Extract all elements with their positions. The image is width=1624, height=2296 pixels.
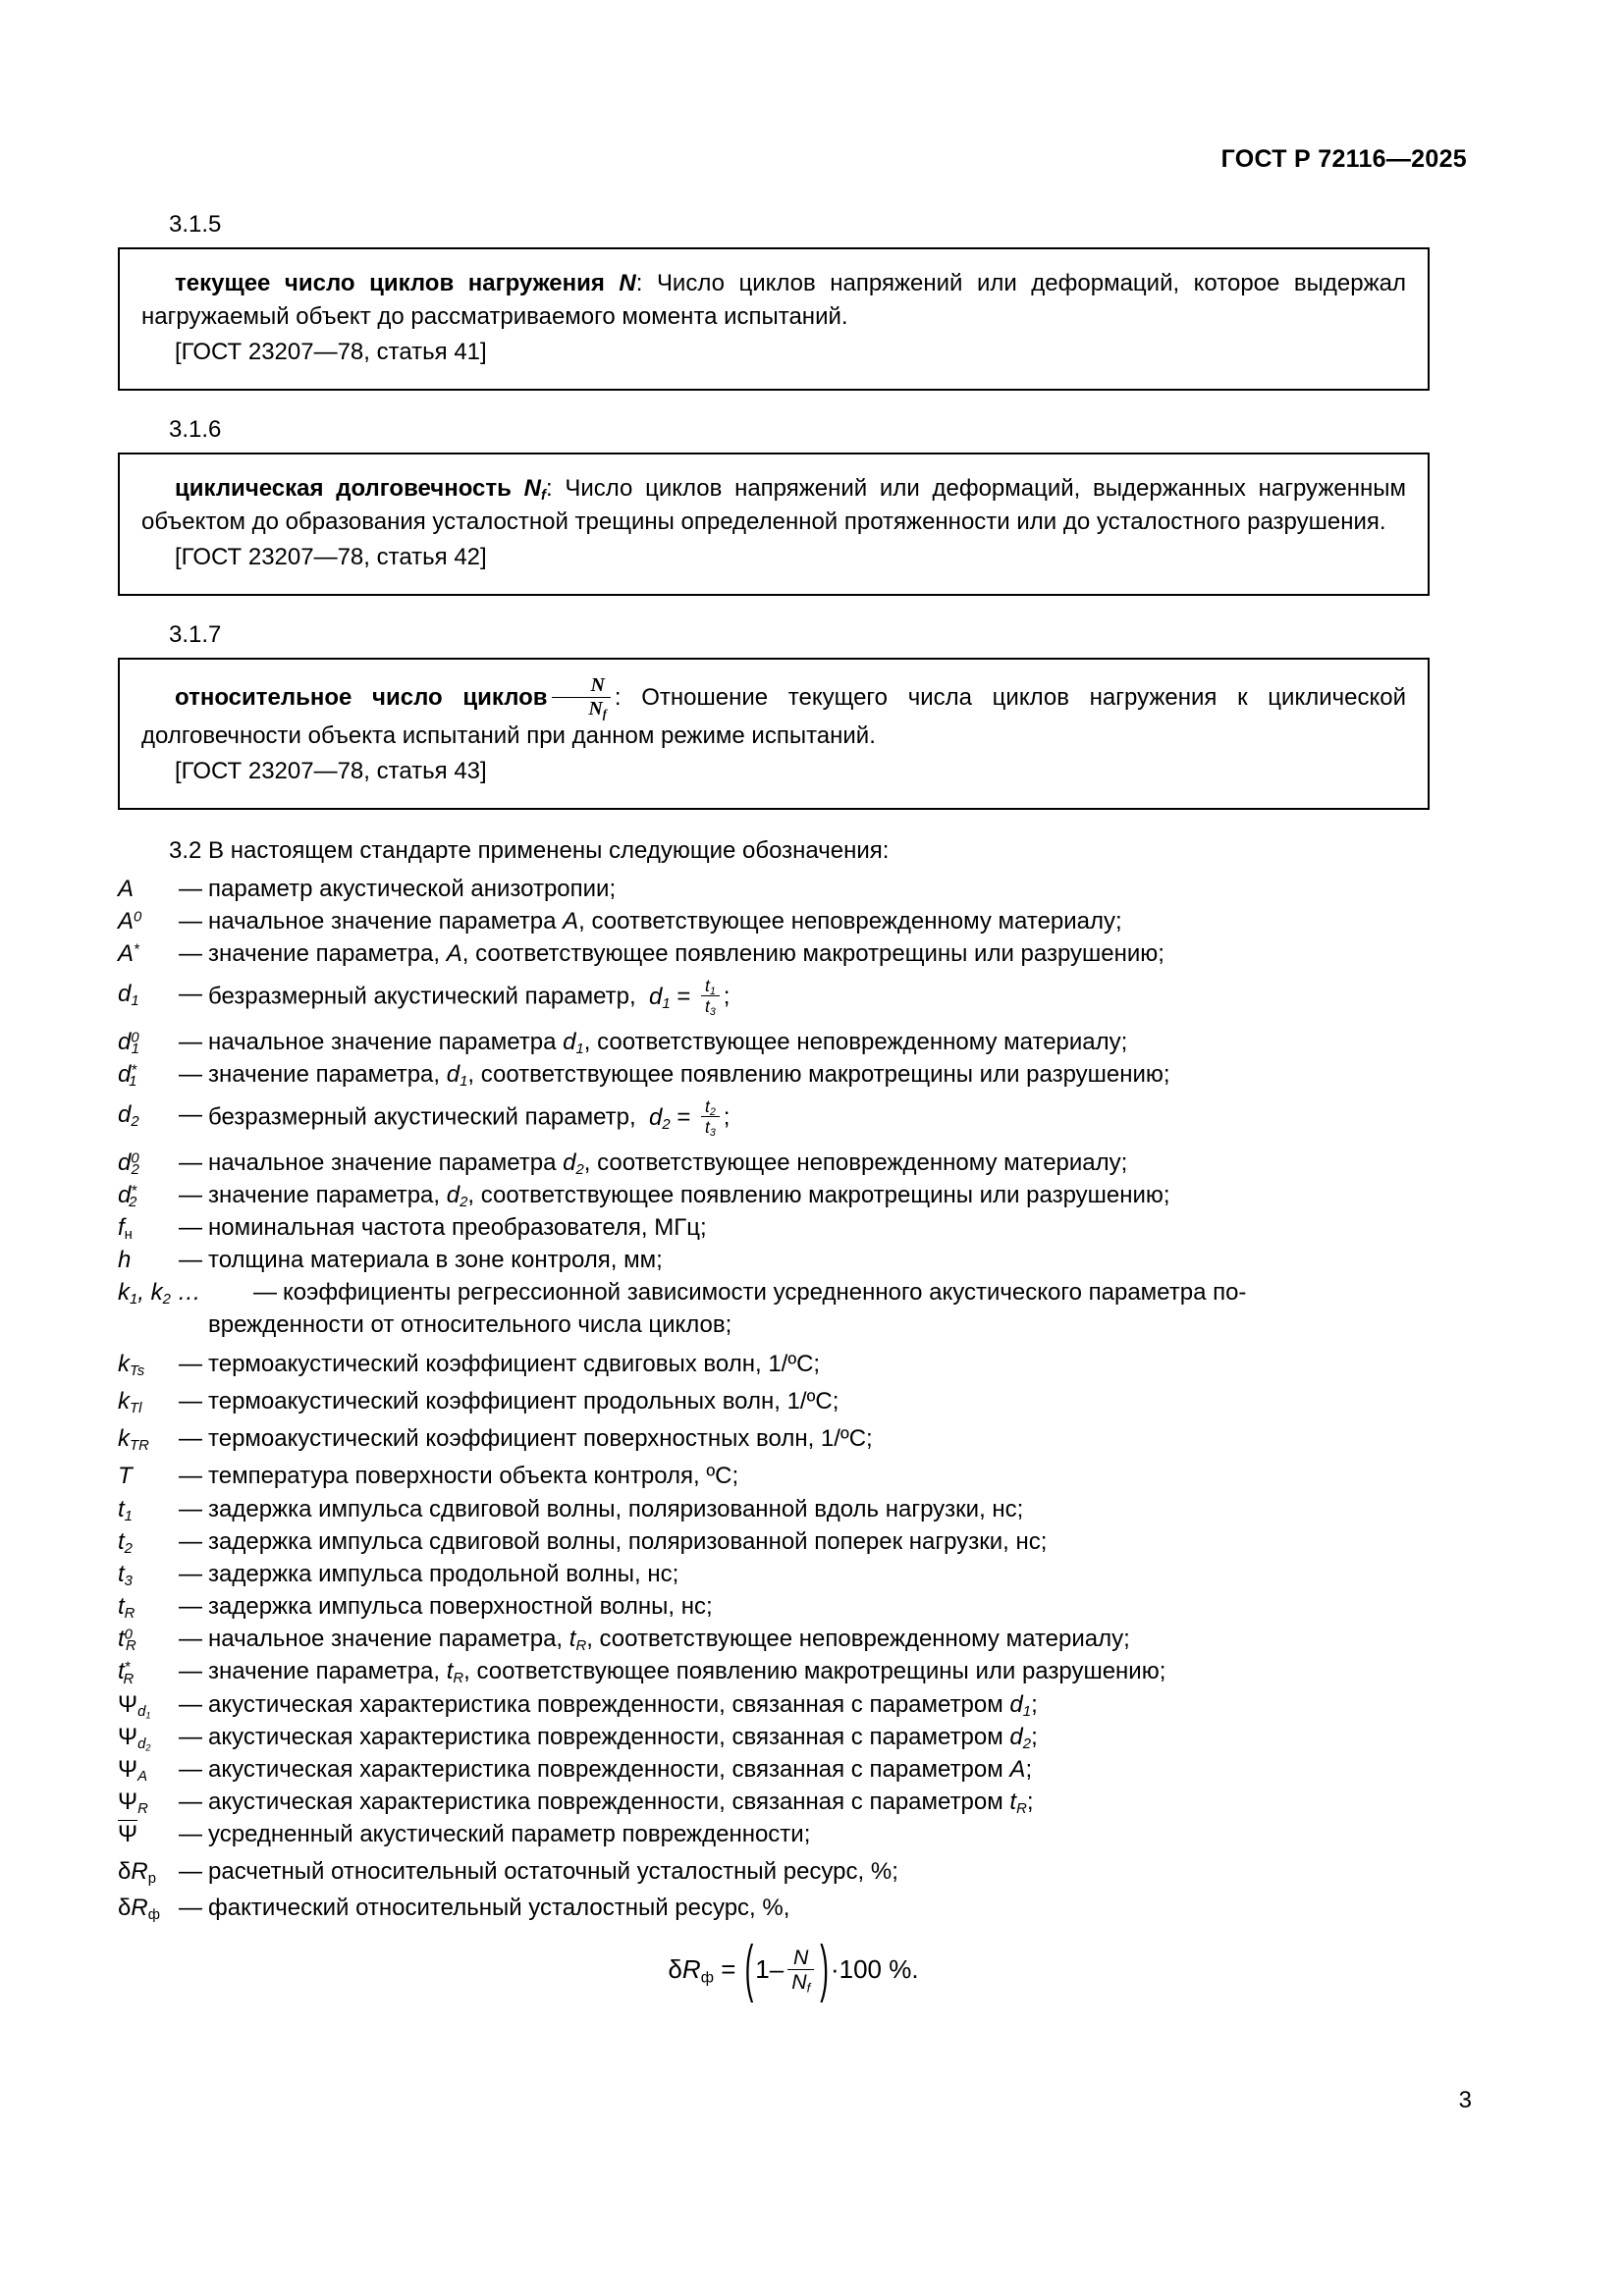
fraction-t1-t3: $\frac{t_1}{t_3}$ <box>701 978 720 1016</box>
symbol-description: значение параметра, $d_1$, соответствующее появлению макротрещины или разрушению; <box>208 1060 1170 1091</box>
symbol-psi-A: $\Psi_A$ <box>118 1756 147 1786</box>
symbol-dash: — <box>179 1148 202 1176</box>
symbol-t1: $t_1$ <box>118 1495 133 1524</box>
symbol-description: параметр акустической анизотропии; <box>208 875 617 902</box>
symbol-t3: $t_3$ <box>118 1560 133 1590</box>
symbol-row <box>118 1688 1430 1720</box>
symbol-row <box>118 1211 1430 1243</box>
symbol-row <box>118 1855 1430 1887</box>
symbol-d2: $d_2$ <box>118 1101 139 1131</box>
symbol-dash: — <box>179 1723 202 1750</box>
formula-open-paren: ( <box>744 1931 754 2004</box>
formula-tail: ·100 %. <box>830 1954 919 1985</box>
symbol-A: A <box>118 875 135 902</box>
symbol-dash: — <box>179 1181 202 1208</box>
symbol-list <box>118 873 1430 1923</box>
symbol-row <box>118 1818 1430 1849</box>
clause-number-316: 3.1.6 <box>169 416 222 444</box>
symbol-dash: — <box>179 1101 202 1129</box>
symbol-dash: — <box>179 875 202 902</box>
symbol-tR: $t_R$ <box>118 1593 135 1623</box>
formula-lhs: $\delta R_ф$ <box>668 1954 714 1987</box>
term-label-317: относительное число циклов <box>175 683 548 711</box>
symbol-row <box>118 1348 1430 1379</box>
symbol-description: начальное значение параметра $d_1$, соответствующее неповрежденному материалу; <box>208 1028 1128 1057</box>
symbol-description: усредненный акустический параметр поврежденности; <box>208 1821 811 1848</box>
formula-equals: = <box>721 1954 736 1985</box>
definition-box-316 <box>118 453 1430 596</box>
symbol-row <box>118 1493 1430 1524</box>
symbol-description: значение параметра, A, соответствующее появлению макротрещины или разрушению; <box>208 939 1164 967</box>
symbol-f-nominal: $f_н$ <box>118 1214 133 1244</box>
term-symbol-316: $N_f$ <box>523 474 546 504</box>
definition-body-315: : Число циклов напряжений или деформаций, которое выдержал нагружаемый объект до рассматриваемого момента испытаний. <box>141 269 1406 330</box>
notation-intro-text: В настоящем стандарте применены следующие обозначения: <box>208 837 890 865</box>
symbol-tR-initial: $t^0_R$ <box>118 1626 136 1655</box>
symbol-description-continuation: врежденности от относительного числа циклов; <box>208 1310 732 1338</box>
definition-source-317: [ГОСТ 23207—78, статья 43] <box>175 758 487 785</box>
symbol-row <box>118 1655 1430 1686</box>
symbol-dash: — <box>179 1560 202 1587</box>
symbol-psi-mean: Ψ <box>118 1821 138 1848</box>
symbol-delta-R-actual: $\delta R_ф$ <box>118 1894 160 1923</box>
symbol-row <box>118 1892 1430 1923</box>
notation-section-number: 3.2 <box>169 837 202 865</box>
symbol-dash: — <box>179 1626 202 1653</box>
symbol-dash: — <box>179 1387 202 1415</box>
symbol-dash: — <box>179 1857 202 1885</box>
symbol-description: значение параметра, $t_R$, соответствующее появлению макротрещины или разрушению; <box>208 1658 1166 1687</box>
symbol-description: безразмерный акустический параметр, $d_1$ = $\frac{t_1}{t_3}$ ; <box>208 976 731 1019</box>
formula-fraction-N-Nf: $\frac{N}{N_f}$ <box>787 1948 814 1994</box>
symbol-psi-d1: $\Psi_{d_1}$ <box>118 1690 151 1721</box>
symbol-d2-initial: $d^0_2$ <box>118 1148 139 1178</box>
clause-number-315: 3.1.5 <box>169 211 222 238</box>
notation-intro <box>169 835 1430 866</box>
symbol-dash: — <box>179 1690 202 1718</box>
final-formula <box>157 1931 1430 2004</box>
definition-text-316 <box>141 472 1406 539</box>
definition-box-317 <box>118 658 1430 811</box>
symbol-delta-R-calculated: $\delta R_р$ <box>118 1857 156 1887</box>
symbol-d1-initial: $d^0_1$ <box>118 1028 139 1057</box>
symbol-row <box>118 1460 1430 1491</box>
symbol-tR-critical: $t^*_R$ <box>118 1658 135 1687</box>
symbol-dash: — <box>179 1425 202 1453</box>
definition-text-315 <box>141 267 1406 334</box>
definition-body-317: : Отношение текущего числа циклов нагружения к циклической долговечности объекта испытаний при данном режиме испытаний. <box>141 683 1407 750</box>
symbol-row <box>118 1525 1430 1557</box>
symbol-row <box>118 905 1430 936</box>
symbol-description: начальное значение параметра A, соответствующее неповрежденному материалу; <box>208 907 1122 934</box>
symbol-dash: — <box>179 1593 202 1621</box>
symbol-description: безразмерный акустический параметр, $d_2$ = $\frac{t_2}{t_3}$ ; <box>208 1096 731 1140</box>
formula-minus: – <box>769 1954 785 1985</box>
definition-body-316: : Число циклов напряжений или деформаций, выдержанных нагруженным объектом до образования усталостной трещины определенной протяженности или до усталостного разрушения. <box>141 474 1406 535</box>
symbol-description: акустическая характеристика поврежденности, связанная с параметром $t_R$; <box>208 1789 1034 1818</box>
symbol-row <box>118 1558 1430 1589</box>
formula-close-paren: ) <box>820 1931 829 2004</box>
page-content <box>118 211 1430 2004</box>
definition-text-317 <box>141 673 1407 753</box>
symbol-h: h <box>118 1247 132 1274</box>
symbol-description: температура поверхности объекта контроля, ºС; <box>208 1463 739 1490</box>
symbol-row <box>118 1422 1430 1454</box>
symbol-row <box>118 1786 1430 1817</box>
symbol-description: задержка импульса сдвиговой волны, поляризованной поперек нагрузки, нс; <box>208 1527 1048 1555</box>
symbol-dash: — <box>179 1821 202 1848</box>
page-number: 3 <box>1458 2087 1472 2113</box>
symbol-k-Tl: $k_{Tl}$ <box>118 1387 142 1417</box>
symbol-description: термоакустический коэффициент продольных волн, 1/ºС; <box>208 1387 839 1415</box>
symbol-dash: — <box>179 1350 202 1377</box>
symbol-description: термоакустический коэффициент поверхностных волн, 1/ºС; <box>208 1425 873 1453</box>
symbol-psi-R: $\Psi_R$ <box>118 1789 148 1818</box>
symbol-k-coefficients: $k_1$, $k_2$ … <box>118 1279 201 1308</box>
symbol-description: акустическая характеристика поврежденности, связанная с параметром $d_1$; <box>208 1690 1038 1720</box>
symbol-dash: — <box>179 1756 202 1784</box>
symbol-k-TR: $k_{TR}$ <box>118 1425 149 1455</box>
symbol-A-critical: A* <box>118 939 139 967</box>
symbol-d1: $d_1$ <box>118 981 139 1010</box>
term-label-316: циклическая долговечность <box>175 474 512 502</box>
symbol-row <box>118 978 1430 1017</box>
symbol-description: фактический относительный усталостный ресурс, %, <box>208 1894 790 1921</box>
symbol-row <box>118 1385 1430 1416</box>
symbol-dash: — <box>179 1028 202 1055</box>
symbol-description: задержка импульса продольной волны, нс; <box>208 1560 679 1587</box>
symbol-t2: $t_2$ <box>118 1527 133 1557</box>
symbol-description: значение параметра, $d_2$, соответствующее появлению макротрещины или разрушению; <box>208 1181 1170 1210</box>
symbol-dash: — <box>179 1527 202 1555</box>
definition-source-316: [ГОСТ 23207—78, статья 42] <box>175 543 487 570</box>
definition-box-315 <box>118 247 1430 391</box>
symbol-k-Ts: $k_{Ts}$ <box>118 1350 145 1379</box>
symbol-row <box>118 1026 1430 1057</box>
symbol-dash: — <box>179 1789 202 1816</box>
symbol-d1-critical: $d^*_1$ <box>118 1060 137 1091</box>
symbol-psi-d2: $\Psi_{d_2}$ <box>118 1723 151 1753</box>
symbol-row <box>118 1147 1430 1178</box>
symbol-description: задержка импульса сдвиговой волны, поляризованной вдоль нагрузки, нс; <box>208 1495 1024 1522</box>
page-header-standard-title: ГОСТ Р 72116—2025 <box>1220 145 1467 173</box>
symbol-dash: — <box>179 1495 202 1522</box>
symbol-description: коэффициенты регрессионной зависимости усредненного акустического параметра по- <box>283 1279 1247 1307</box>
definition-source-315: [ГОСТ 23207—78, статья 41] <box>175 338 487 365</box>
symbol-description: задержка импульса поверхностной волны, нс; <box>208 1593 713 1621</box>
symbol-dash: — <box>179 1247 202 1274</box>
symbol-row <box>118 1276 1430 1308</box>
symbol-dash: — <box>179 1060 202 1088</box>
symbol-description: расчетный относительный остаточный усталостный ресурс, %; <box>208 1857 898 1885</box>
symbol-description: термоакустический коэффициент сдвиговых волн, 1/ºС; <box>208 1350 821 1377</box>
formula-one: 1 <box>755 1954 770 1985</box>
symbol-row <box>118 1058 1430 1090</box>
symbol-description: толщина материала в зоне контроля, мм; <box>208 1247 663 1274</box>
symbol-row <box>118 1721 1430 1752</box>
symbol-dash: — <box>179 981 202 1008</box>
symbol-row <box>118 937 1430 969</box>
symbol-description: акустическая характеристика поврежденности, связанная с параметром $d_2$; <box>208 1723 1038 1752</box>
symbol-dash: — <box>179 1463 202 1490</box>
symbol-row <box>118 1623 1430 1654</box>
symbol-row <box>118 1753 1430 1785</box>
symbol-description: начальное значение параметра $d_2$, соответствующее неповрежденному материалу; <box>208 1148 1128 1178</box>
symbol-dash: — <box>179 1214 202 1242</box>
symbol-row <box>118 873 1430 904</box>
symbol-description: номинальная частота преобразователя, МГц; <box>208 1214 707 1242</box>
symbol-T: T <box>118 1463 133 1490</box>
relative-cycles-fraction: $\frac{N}{N_f}$ <box>552 676 611 719</box>
symbol-dash: — <box>179 1894 202 1921</box>
symbol-row <box>118 1590 1430 1622</box>
symbol-row <box>118 1244 1430 1275</box>
term-label-315: текущее число циклов нагружения <box>175 269 605 296</box>
symbol-dash: — <box>179 907 202 934</box>
fraction-t2-t3: $\frac{t_2}{t_3}$ <box>701 1098 720 1137</box>
symbol-A-initial: $A^0$ <box>118 907 142 934</box>
clause-number-317: 3.1.7 <box>169 621 222 649</box>
symbol-dash: — <box>253 1279 277 1307</box>
term-symbol-315: N <box>619 269 636 296</box>
symbol-description: акустическая характеристика поврежденности, связанная с параметром A; <box>208 1756 1033 1784</box>
symbol-d2-critical: $d^*_2$ <box>118 1181 137 1210</box>
symbol-dash: — <box>179 1658 202 1685</box>
symbol-description: начальное значение параметра, $t_R$, соответствующее неповрежденному материалу; <box>208 1626 1130 1655</box>
symbol-row <box>118 1098 1430 1138</box>
symbol-dash: — <box>179 939 202 967</box>
symbol-row <box>118 1179 1430 1210</box>
